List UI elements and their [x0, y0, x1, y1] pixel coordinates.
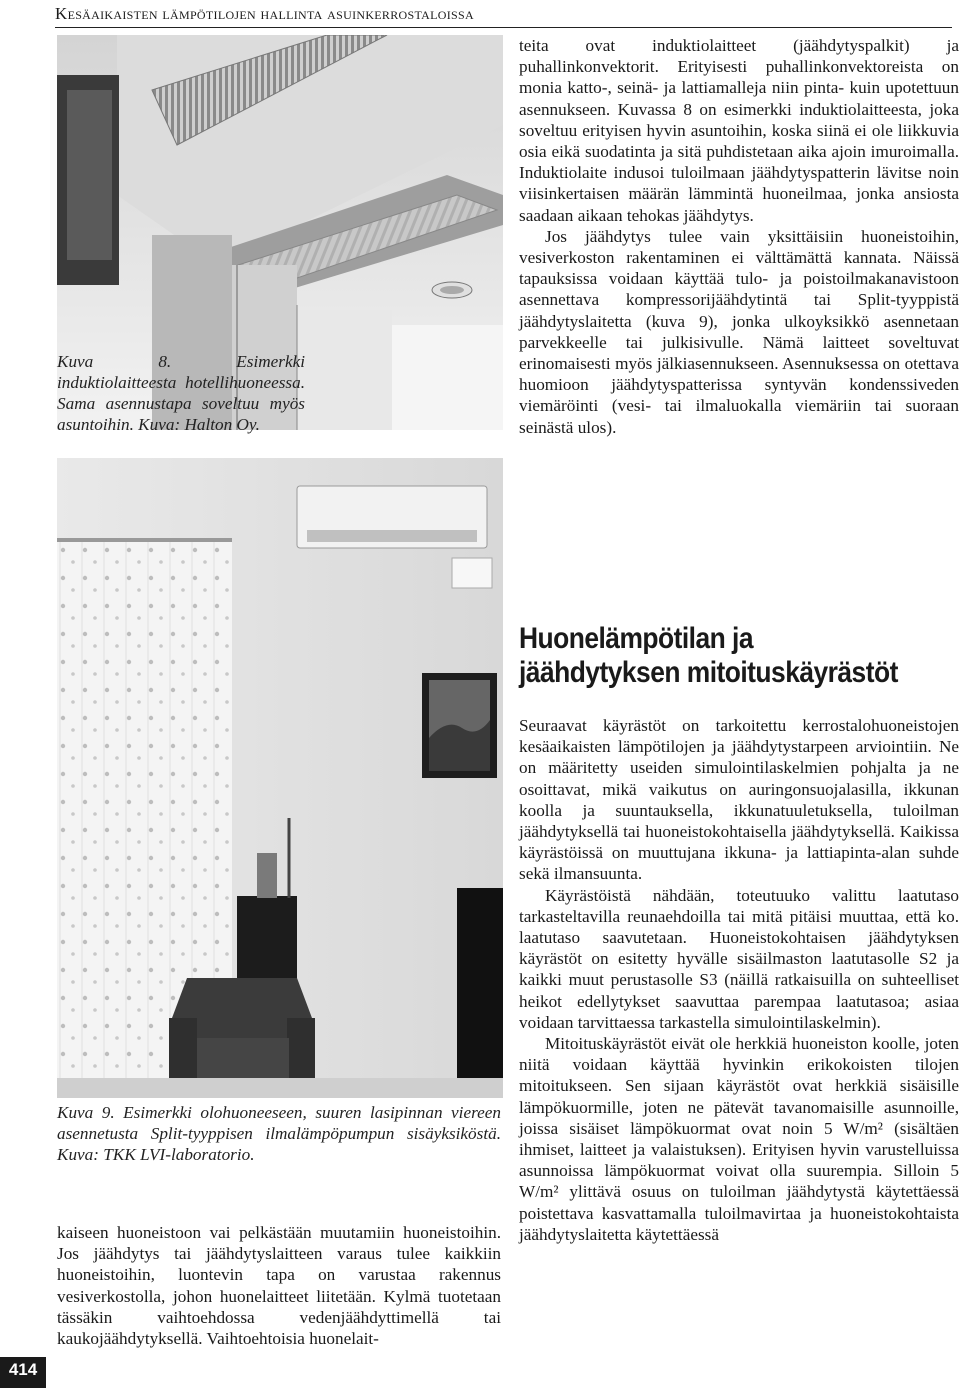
figure-8-caption: Kuva 8. Esimerkki induktiolaitteesta hotellihuoneessa. Sama asennustapa soveltuu myös asuntoihin. Kuva: Halton Oy. — [57, 352, 305, 434]
section-body — [519, 715, 959, 1245]
left-paragraph: kaiseen huoneistoon vai pelkästään muutamiin huoneistoihin. Jos jäähdytys tai jäähdytyslaitteen varaus tulee kaikkiin huoneistoihin, luontevin tapa on varustaa rakennus vesiverkostolla, johon huonelaitteet liitetään. Kylmä tuotetaan tässäkin vaihtoehdossa vedenjäähdyttimellä tai kaukojäähdytyksellä. Vaihtoehtoisia huonelait- — [57, 1223, 501, 1349]
section-paragraph-3: Mitoituskäyrästöt eivät ole herkkiä huoneiston koolle, joten niitä voidaan käyttää hyvinkin erikokoisten tilojen mitoitukseen. Sen sijaan käyrästöt ovat herkkiä sisäisille lämpökuormille, joten ne pätevät tavanomaisille asunnoille, joissa sisäiset lämpökuormat ovat noin 5 W/m² (sisältäen ihmiset, laitteet ja valaistuksen). Erityisen hyvin varustelluissa asunnoissa lämpökuormat voivat olla suurempia. Silloin 5 W/m² ylittävä osuus on tuloilman jäähdytystä käytettäessä poistettava kasvattamalla tuloilmavirtaa ja huoneistokohtaista jäähdytyslaitetta käytettäessä — [519, 1034, 959, 1244]
header-rule — [55, 27, 952, 28]
section-heading: Huonelämpötilan ja jäähdytyksen mitoituskäyrästöt — [519, 622, 898, 689]
figure-9-caption: Kuva 9. Esimerkki olohuoneeseen, suuren lasipinnan viereen asennetusta Split-tyyppisen ilmalämpöpumpun sisäyksiköstä. Kuva: TKK LVI-laboratorio. — [57, 1103, 501, 1164]
section-paragraph-2: Käyrästöistä nähdään, toteutuuko valittu laatutaso tarkasteltavilla reunaehdoilla tai mitä pitäisi muuttaa, että ko. laatutaso saavutetaan. Huoneistokohtaisen jäähdytyksen käyrästöt on esitetty hyvälle sisäilmaston laatutasolle S2 ja kaikki muut perustasolle S3 (näillä ratkaisuilla on suhteelliset heikot edellytykset saavuttaa parempaa laatutasoa; asiaa voidaan tarvittaessa tarkastella simulointilaskelmin). — [519, 885, 959, 1032]
running-header: Kesäaikaisten lämpötilojen hallinta asuinkerrostaloissa — [55, 4, 474, 23]
page-number: 414 — [8, 1360, 38, 1379]
section-paragraph-1: Seuraavat käyrästöt on tarkoitettu kerrostalohuoneistojen kesäaikaisten lämpötilojen ja jäähdytystarpeen arviointiin. Ne on määritetty useiden simulointilaskelmien pohjalta ja ne osoittavat, mikä vaikutus on auringonsuojalasilla, ikkunan koolla ja suuntauksella, ikkunatuuletuksella, tuloilman jäähdytyksellä tai huoneistokohtaisella jäähdytyksellä. Kaikissa käyrästöissä on muuttujana ikkuna- ja lattiapinta-alan suhde sekä ilmansuunta. — [519, 716, 959, 884]
right-paragraph-2: Jos jäähdytys tulee vain yksittäisiin huoneistoihin, vesiverkoston rakentaminen ei välttämättä kannata. Näissä tapauksissa voidaan käyttää tulo- ja poistoilmakanavistoon asennettava kompressorijäähdytintä tai Split-tyyppistä jäähdytyslaitetta (kuva 9), jonka ulkoyksikkö asennetaan parvekkeelle tai julkisivulle. Nämä laitteet soveltuvat erinomaisesti myös jälkiasennukseen. Asennuksessa on otettava huomioon jäähdytyspatterissa syntyvän kondenssiveden viemäröinti (vesi- tai ilmaluokalla viemäriin tai suoraan seinästä ulos). — [519, 226, 959, 437]
right-column-text — [519, 35, 959, 438]
figure-9-photo — [57, 458, 503, 1098]
right-paragraph-1: teita ovat induktiolaitteet (jäähdytyspalkit) ja puhallinkonvektorit. Erityisesti puhallinkonvektoreista on monia katto-, seinä- ja lattiamalleja niin pinta- kuin upotettuun asennukseen. Kuvassa 8 on esimerkki induktiolaitteesta, joka soveltuu erityisen hyvin asuntoihin, koska siinä ei ole liikkuvia osia eikä suodatinta ja sitä puhdistetaan aika ajoin imuroimalla. Induktiolaite indusoi tuloilmaan jäähdytyspatterin lävitse noin viisinkertaisen määrän lämmintä huoneilmaa, jonka ansiosta saadaan aikaan tehokas jäähdytys. — [519, 36, 959, 225]
left-column-text — [57, 1222, 501, 1349]
